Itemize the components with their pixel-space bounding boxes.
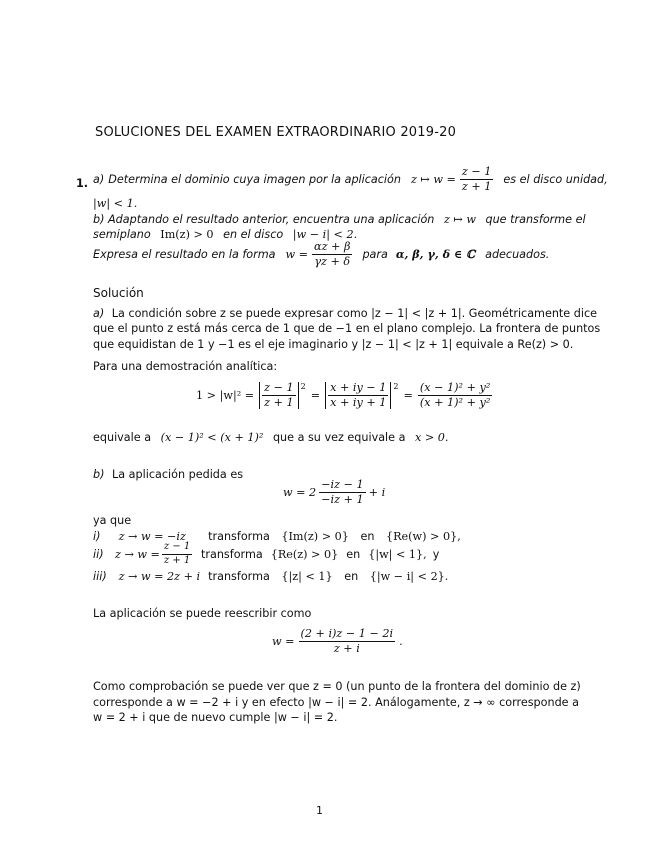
page-number: 1 [316,804,323,817]
eq1-fraction-1 [262,382,296,409]
eq3-fraction [299,628,396,655]
solution-a-p1-line [93,307,597,320]
step-3-from: {|z| < 1} [281,570,333,583]
step-3-to: {|w − i| < 2}. [369,570,449,583]
step-3-label: iii) [93,570,107,583]
eq3-num: (2 + i)z − 1 − 2i [300,627,394,640]
problem-c-num: αz + β [314,240,351,253]
problem-c-tail: adecuados. [485,247,550,261]
step-2-en: en [346,547,361,561]
eq1-f2-den: x + iy + 1 [330,395,387,409]
check-line-3: w = 2 + i que de nuevo cumple |w − i| = 2. [93,711,338,724]
solution-b-label: b) [93,468,105,481]
step-2-den: z + 1 [163,554,191,566]
step-2-extra: y [432,547,440,561]
solution-b-intro: La aplicación pedida es [112,468,244,481]
step-1-map: z → w = −iz [118,530,186,543]
step-2-mapwrap [115,542,201,566]
step-2-fraction [162,542,192,566]
eq1-lhs: 1 > |w|² = [196,388,255,402]
problem-b-text: Adaptando el resultado anterior, encuentra una aplicación [108,213,435,226]
problem-b-line2b: Im(z) > 0 [160,228,214,241]
equation-modulus [196,382,492,409]
eq1-fraction-2 [328,382,388,409]
step-2-transforma: transforma [201,547,263,561]
equiv-b: (x − 1)² < (x + 1)² [160,431,264,444]
step-2 [93,542,439,566]
equiv-d: x > 0. [415,431,449,444]
problem-c-w: w = [285,247,309,261]
step-3-transforma: transforma [208,570,270,583]
problem-b-line2c: en el disco [223,228,284,241]
problem-a-tail: es el disco unidad, [503,172,608,186]
problem-c-line [93,241,549,268]
eq1-abs2 [325,382,391,409]
solution-a-label: a) [93,307,105,320]
eq1-f1-den: z + 1 [264,395,294,409]
problem-c-text: Expresa el resultado en la forma [93,247,276,261]
step-2-num: z − 1 [162,542,192,555]
eq2-fraction [319,479,365,506]
check-line-2: corresponde a w = −2 + i y en efecto |w − i| = 2. Análogamente, z → ∞ corresponde a [93,696,579,709]
problem-number: 1. [76,177,89,190]
eq2-den: −iz + 1 [321,492,364,506]
solution-b-line [93,468,243,481]
eq1-sq2: 2 [393,382,399,391]
eq1-f1-num: z − 1 [264,381,294,394]
solution-a-demo: Para una demostración analítica: [93,360,278,373]
eq1-abs1 [259,382,299,409]
rewrite-text: La aplicación se puede reescribir como [93,607,312,620]
problem-b-line1 [93,213,586,226]
equiv-c: que a su vez equivale a [272,431,406,444]
step-2-from: {Re(z) > 0} [270,547,339,561]
solution-heading: Solución [93,286,144,300]
problem-a-cond: |w| < 1. [93,197,138,210]
step-2-label: ii) [93,547,104,561]
eq1-eq: = [310,388,321,402]
step-3-map: z → w = 2z + i [118,570,201,583]
step-2-map: z → w = [115,547,160,561]
problem-b-line2a: semiplano [93,228,151,241]
eq1-eq2: = [403,388,413,402]
eq3-dot: . [399,634,403,648]
problem-a-line [93,166,608,193]
problem-a-text: Determina el dominio cuya imagen por la aplicación [108,172,401,186]
problem-a-den: z + 1 [461,179,492,193]
step-1-from: {Im(z) > 0} [281,530,349,543]
step-3-en: en [344,570,359,583]
solution-a-p1: La condición sobre z se puede expresar como |z − 1| < |z + 1|. Geométricamente dice [111,307,597,320]
problem-c-para: para [362,247,388,261]
step-1-label: i) [93,530,101,543]
eq1-f3-den: (x + 1)² + y² [419,395,491,409]
problem-a-map: z ↦ w = [410,172,456,186]
problem-b-tail: que transforme el [485,213,586,226]
check-line-1: Como comprobación se puede ver que z = 0 (un punto de la frontera del dominio de z) [93,680,581,693]
problem-b-line2d: |w − i| < 2. [292,228,358,241]
eq2-num: −iz − 1 [321,478,364,491]
eq3-den: z + i [333,641,360,655]
solution-a-p2: que el punto z está más cerca de 1 que de −1 en el plano complejo. La frontera de puntos [93,322,601,335]
step-1-to: {Re(w) > 0}, [386,530,461,543]
eq1-fraction-3 [418,382,492,409]
page-title: SOLUCIONES DEL EXAMEN EXTRAORDINARIO 2019-20 [95,125,457,140]
problem-c-fraction [312,241,352,268]
equation-rewrite [272,628,403,655]
problem-c-set: α, β, γ, δ ∈ ℂ [395,247,476,262]
problem-c-den: γz + δ [314,254,351,268]
equiv-a: equivale a [93,431,152,444]
step-2-to: {|w| < 1}, [368,547,427,561]
problem-a-num: z − 1 [461,165,492,178]
eq1-sq1: 2 [300,382,306,391]
yaque: ya que [93,514,132,527]
problem-b-label: b) [93,213,105,226]
step-3 [93,570,448,583]
problem-a-label: a) [93,172,105,186]
eq3-lhs: w = [272,634,295,648]
eq1-f2-num: x + iy − 1 [330,381,387,394]
step-1-en: en [360,530,375,543]
solution-a-p3: que equidistan de 1 y −1 es el eje imaginario y |z − 1| < |z + 1| equivale a Re(z) > 0. [93,338,574,351]
problem-b-map: z ↦ w [443,213,476,226]
equiv-line [93,431,449,444]
eq2-rhs: + i [368,485,386,499]
problem-a-fraction [460,166,494,193]
equation-map [283,479,385,506]
step-1-transforma: transforma [208,530,270,543]
eq1-f3-num: (x − 1)² + y² [419,381,491,394]
eq2-lhs: w = 2 [283,485,317,499]
